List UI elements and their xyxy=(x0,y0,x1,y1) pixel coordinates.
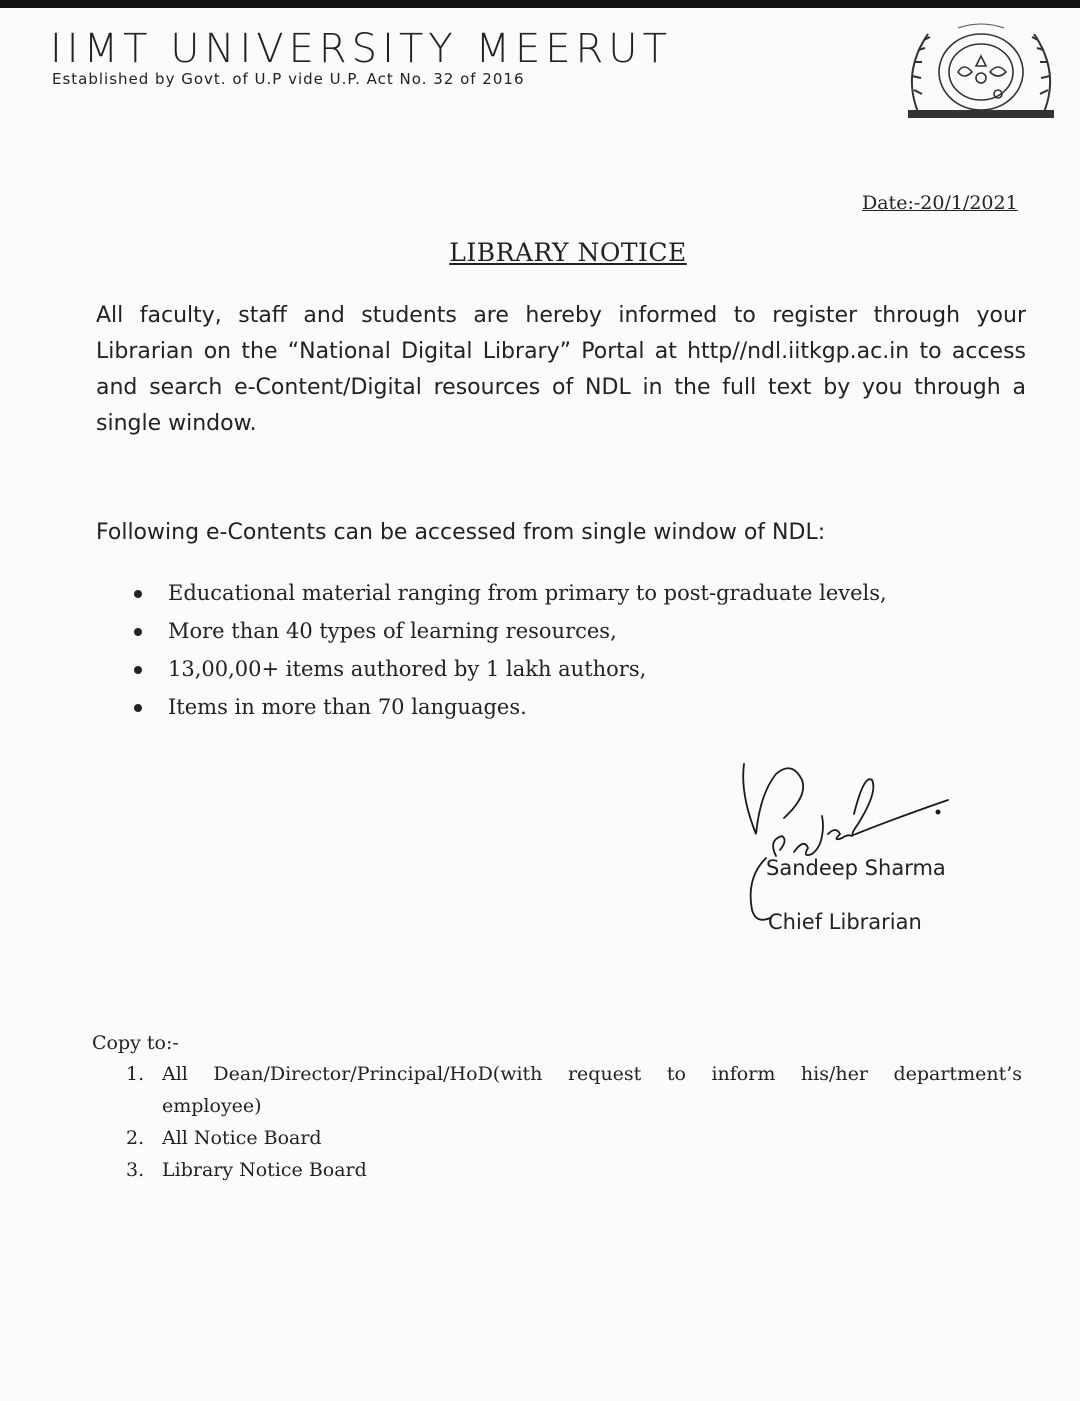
notice-date: Date:-20/1/2021 xyxy=(862,192,1018,214)
list-item-number: 1. xyxy=(126,1063,145,1085)
list-item-text: All Dean/Director/Principal/HoD(with request to inform his/her department’s employee) xyxy=(162,1063,1022,1117)
copy-to-list xyxy=(126,1058,1022,1186)
econtents-lead: Following e-Contents can be accessed from single window of NDL: xyxy=(96,520,826,545)
handwritten-signature xyxy=(736,756,956,936)
list-item xyxy=(126,1122,1022,1154)
list-item xyxy=(126,1058,1022,1122)
signatory-role: Chief Librarian xyxy=(768,910,922,934)
list-item xyxy=(126,1154,1022,1186)
list-item-text: All Notice Board xyxy=(162,1127,322,1149)
list-item: 13,00,00+ items authored by 1 lakh authors, xyxy=(130,650,887,688)
notice-title: LIBRARY NOTICE xyxy=(449,238,687,267)
copy-to-label: Copy to:- xyxy=(92,1032,179,1054)
university-emblem-logo xyxy=(898,20,1064,124)
university-name: IIMT UNIVERSITY MEERUT xyxy=(50,26,673,72)
list-item-number: 2. xyxy=(126,1127,145,1149)
list-item: More than 40 types of learning resources, xyxy=(130,612,887,650)
university-establishment-line: Established by Govt. of U.P vide U.P. Act No. 32 of 2016 xyxy=(52,70,525,88)
list-item: Items in more than 70 languages. xyxy=(130,688,887,726)
list-item: Educational material ranging from primary to post-graduate levels, xyxy=(130,574,887,612)
list-item-number: 3. xyxy=(126,1159,145,1181)
notice-body: All faculty, staff and students are hereby informed to register through your Librarian on the “National Digital Library” Portal at http//ndl.iitkgp.ac.in to access and search e-Content/Digital resources of NDL in the full text by you through a single window. xyxy=(96,303,1026,436)
list-item-text: Library Notice Board xyxy=(162,1159,367,1181)
page-top-edge xyxy=(0,0,1080,8)
signatory-name: Sandeep Sharma xyxy=(766,856,946,880)
econtents-list xyxy=(130,574,887,726)
